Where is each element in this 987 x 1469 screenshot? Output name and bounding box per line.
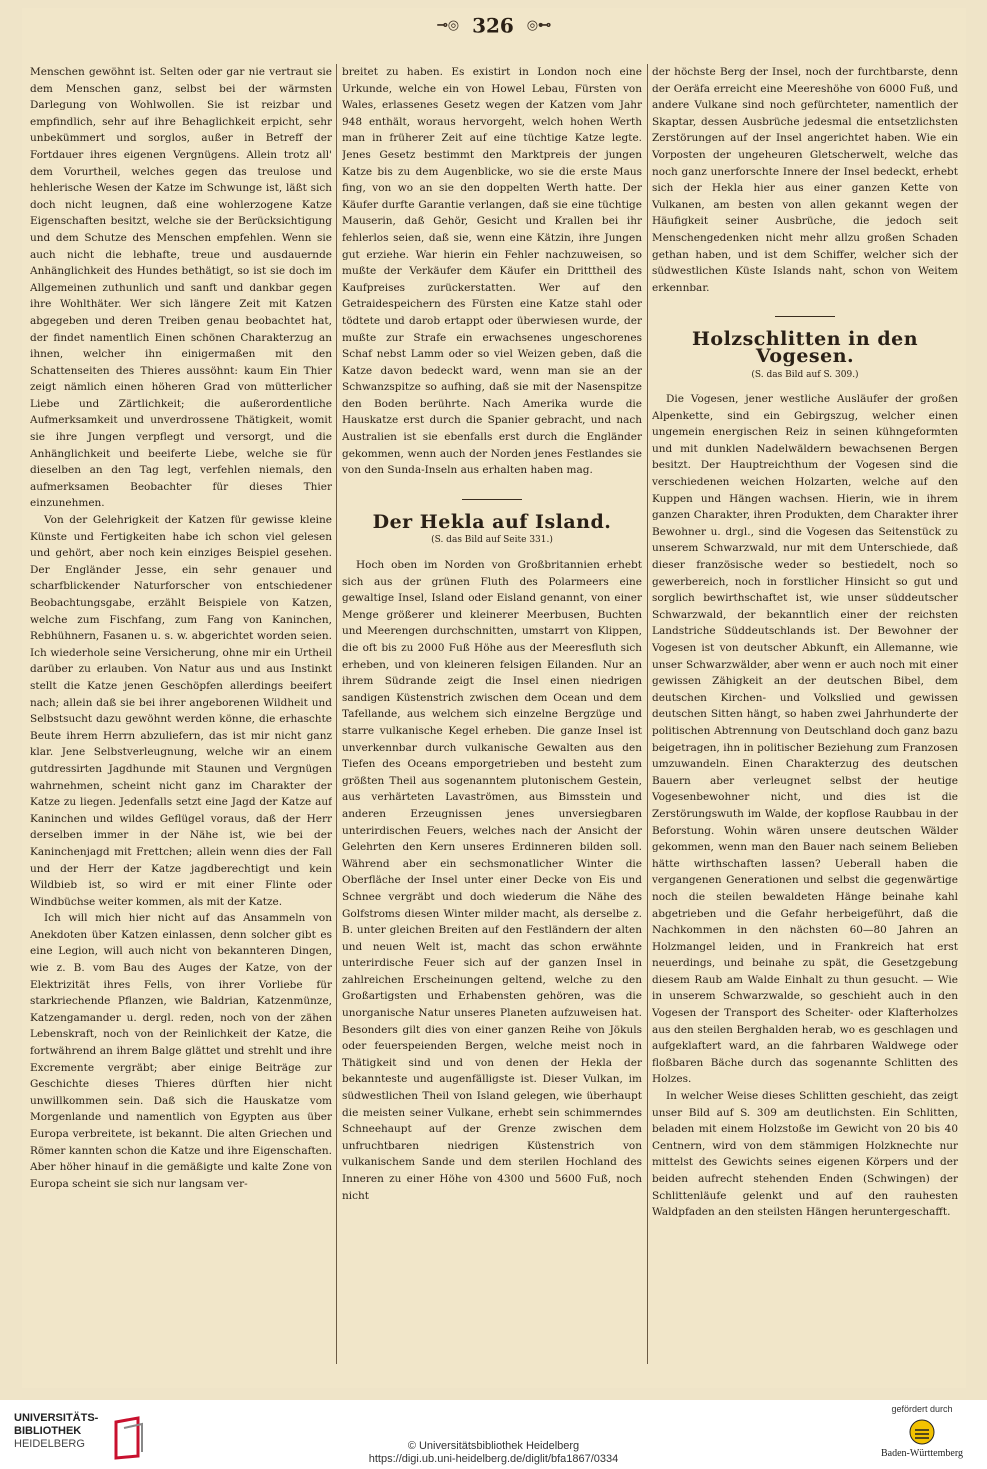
article-separator bbox=[775, 316, 835, 317]
coat-of-arms-icon bbox=[908, 1418, 936, 1446]
funder-name: Baden-Württemberg bbox=[880, 1448, 963, 1459]
article-subtitle-hekla: (S. das Bild auf Seite 331.) bbox=[431, 535, 553, 546]
page-number: 326 bbox=[472, 13, 514, 38]
funded-label: gefördert durch bbox=[891, 1404, 953, 1414]
page-header bbox=[22, 12, 966, 48]
paragraph: Von der Gelehrigkeit der Katzen für gewisse kleine Künste und Fertigkeiten habe ich schon viel gelesen und gehört, aber noch kein einziges Beispiel gesehen. Der Engländer Jesse, ein sehr genauer und scharfblickender Naturforscher von entschiedener Beobachtungsgabe, erzählt Beispiele von Katzen, welche zum Fischfang, zum Fang von Kaninchen, Rebhühnern, Fasanen u. s. w. abgerichtet worden seien. Ich wiederhole seine Versicherung, ohne mir ein Urtheil darüber zu erlauben. Von Natur aus und aus Instinkt stellt die Katze jenen Geschöpfen allerdings beeifert nach; allein daß sie bei ihrer angeborenen Wildheit und Selbstsucht dazu gewöhnt werden könne, die erhaschte Beute ihrem Herrn abzuliefern, das ist mir nicht ganz klar. Jene Selbstverleugnung, welche wir an einem gutdressirten Jagdhunde mit Staunen und Vergnügen wahrnehmen, scheint nicht ganz im Charakter der Katze zu liegen. Jedenfalls setzt eine Jagd der Katze auf Kaninchen und wildes Geflügel voraus, daß der Herr derselben immer in der Nähe ist, wie bei der Kaninchenjagd mit Frettchen; allein wenn dies der Fall und der Herr der Katze jagdberechtigt und kein Wildbieb ist, so wird er mit einer Flinte oder Windbüchse weiter kommen, als mit der Katze. bbox=[30, 514, 332, 908]
funding-notice bbox=[867, 1404, 977, 1459]
article-subtitle-vogesen: (S. das Bild auf S. 309.) bbox=[751, 369, 859, 380]
text-column-1 bbox=[30, 64, 332, 1364]
permalink[interactable]: https://digi.ub.uni-heidelberg.de/diglit/bfa1867/0334 bbox=[368, 1453, 619, 1465]
paragraph: In welcher Weise dieses Schlitten geschieht, das zeigt unser Bild auf S. 309 am deutlichsten. Ein Schlitten, beladen mit einem Holzstoße im Gewicht von 20 bis 40 Centnern, wird von dem stämmigen Holzknechte nur mittelst des Gewichts seines eigenen Körpers und der beiden aufrecht stehenden Enden (Schwingen) der Schlittenläufe gelenkt und auf den rauhesten Waldpfaden an den steilsten Hängen heruntergeschafft. bbox=[652, 1090, 958, 1219]
article-title-vogesen: Holzschlitten in den Vogesen. bbox=[691, 328, 919, 367]
paragraph: Ich will mich hier nicht auf das Ansammeln von Anekdoten über Katzen einlassen, denn solcher gibt es eine Legion, will auch nicht von bekannteren Dingen, wie z. B. vom Bau des Auges der Katze, von der Elektrizität ihres Fells, von ihrer Vorliebe für starkriechende Pflanzen, wie Baldrian, Katzenmünze, Katzengamander u. dergl. reden, noch von der zähen Lebenskraft, noch von der Reinlichkeit der Katze, die fortwährend an ihrem Balge glättet und strehlt und ihre Excremente vergräbt; aber einige Beiträge zur Geschichte dieses Thieres dürften hier nicht unwillkommen sein. Daß sich die Hauskatze vom Morgenlande und namentlich von Egypten aus über Europa verbreitete, ist bekannt. Die alten Griechen und Römer kannten schon die Katze und ihre Eigenschaften. Aber höher hinauf in die gemäßigte und kalte Zone von Europa scheint sie sich nur langsam ver- bbox=[30, 912, 332, 1190]
article-separator bbox=[462, 499, 522, 500]
paragraph: Hoch oben im Norden von Großbritannien erhebt sich aus der grünen Fluth des Polarmeers eine gewaltige Insel, Island oder Eisland genannt, von einer Menge größerer und kleinerer Meerbusen, Buchten und Meerengen durchschnitten, umstarrt von Klippen, die oft bis zu 2000 Fuß Höhe aus der Meeresfluth sich erheben, und von kleineren felsigen Eilanden. Nur an ihrem Südrande zeigt die Insel einen niedrigen sandigen Küstenstrich zwischen dem Ocean und dem Tafellande, aus welchem sich einzelne Bergzüge und starre vulkanische Kegel erheben. Die ganze Insel ist unverkennbar durch vulkanische Gewalten aus den Tiefen des Oceans emporgetrieben und besteht zum größten Theil aus sogenanntem plutonischem Gestein, aus verhärteten Lavaströmen, aus Bimsstein und anderen Erzeugnissen jenes unversiegbaren unterirdischen Feuers, welches nach der Ansicht der Gelehrten den Kern unseres Erdinneren bilden soll. Während aber ein sechsmonatlicher Winter die Oberfläche der Insel unter einer Decke von Eis und Schnee vergräbt und doch wiederum die Nähe des Golfstroms diesen Winter milder macht, als derselbe z. B. unter gleichen Breiten auf den Festländern der alten und neuen Welt ist, macht das schon erwähnte unterirdische Feuer sich auf der ganzen Insel in zahlreichen Erscheinungen geltend, welche zu den Großartigsten und Erhabensten gehören, was die unorganische Natur unseres Planeten aufzuweisen hat. Besonders gilt dies von einer ganzen Reihe von Jökuls oder feuerspeienden Bergen, welche meist noch in Thätigkeit sind und von denen der Hekla der bekannteste und augenfälligste ist. Dieser Vulkan, im südwestlichen Theil von Island gelegen, wie überhaupt die meisten seiner Vulkane, erhebt sein schimmerndes Schneehaupt auf der Grenze zwischen dem unfruchtbaren niedrigen Küstenstrich von vulkanischem Sande und dem sterilen Hochland des Inneren zu einer Höhe von 4300 und 5600 Fuß, noch nicht bbox=[342, 559, 642, 1202]
copyright-text: © Universitätsbibliothek Heidelberg bbox=[407, 1440, 580, 1452]
ornament-left: ⊸◎ bbox=[436, 18, 460, 33]
column-rule bbox=[336, 64, 337, 1364]
paragraph: der höchste Berg der Insel, noch der furchtbarste, denn der Oeräfa erreicht eine Meereshöhe von 6000 Fuß, und andere Vulkane sind noch gefürchteter, namentlich der Skaptar, dessen Ausbrüche jedesmal die entsetzlichsten Zerstörungen auf der Insel angerichtet haben. Wie ein Vorposten der ungeheuren Gletscherwelt, welche das noch ganz unerforschte Innere der Insel bedeckt, erhebt sich der Hekla hier aus einer ganzen Kette von Vulkanen, am besten von allen gekannt wegen der Häufigkeit seiner Ausbrüche, die jedoch seit Menschengedenken nicht mehr allzu großen Schaden gethan haben, und ist dem Schiffer, welcher sich der südwestlichen Küste Islands naht, schon von Weitem erkennbar. bbox=[652, 66, 958, 294]
logo-line: UNIVERSITÄTS- bbox=[14, 1412, 99, 1424]
newspaper-page bbox=[22, 8, 966, 1388]
logo-line: HEIDELBERG bbox=[14, 1438, 85, 1450]
ornament-right: ◎⊷ bbox=[526, 18, 552, 33]
paragraph: Menschen gewöhnt ist. Selten oder gar nie vertraut sie dem Menschen ganz, selbst bei der wärmsten Darlegung von Wohlwollen. Sie ist reizbar und empfindlich, sehr auf ihre Behaglichkeit erpicht, sehr unbekümmert und sorglos, außer in Betreff der Fortdauer ihres eigenen Vergnügens. Allein trotz all' dem Vorurtheil, welches gegen das treulose und hehlerische Wesen der Katze im Schwunge ist, läßt sich doch nicht leugnen, daß eine wohlerzogene Katze Eigenschaften besitzt, welche sie der Berücksichtigung und dem Schutze des Menschen empfehlen. Wenn sie auch nicht die lebhafte, treue und ausdauernde Anhänglichkeit des Hundes bethätigt, so ist sie doch im Allgemeinen zuthunlich und sanft und dankbar gegen ihre Wohlthäter. Wer sich längere Zeit mit Katzen abgegeben und deren Treiben genau beobachtet hat, der findet namentlich Einen schönen Charakterzug an ihnen, welcher ihn einigermaßen mit den Schattenseiten des Thieres aussöhnt: kaum Ein Thier zeigt nämlich einen höheren Grad von mütterlicher Liebe und Zärtlichkeit; die außerordentliche Aufmerksamkeit und unverdrossene Thätigkeit, womit sie ihre Jungen verpflegt und versorgt, und die Anhänglichkeit und beeiferte Liebe, welche sie für dieselben an den Tag legt, verfehlen niemals, den aufmerksamen Beobachter für dieses Thier einzunehmen. bbox=[30, 66, 332, 510]
text-column-3 bbox=[652, 64, 958, 1364]
article-title-hekla: Der Hekla auf Island. bbox=[372, 510, 612, 533]
copyright-block bbox=[0, 1440, 987, 1466]
paragraph: Die Vogesen, jener westliche Ausläufer der großen Alpenkette, sind ein Gebirgszug, welcher einen ungemein energischen Reiz in seinen kühngeformten und mit dunklen Nadelwäldern bewachsenen Bergen besitzt. Der Hauptreichthum der Vogesen sind die verschiedenen weichen Holzarten, welche auf den Kuppen und Hängen wachsen. Hierin, wie in ihrem ganzen Charakter, ihren Produkten, dem Charakter ihrer Bewohner u. drgl., sind die Vogesen das Seitenstück zu unserem Schwarzwald, nur mit dem Unterschiede, daß dieser französische weder so bestiedelt, noch so gewerbereich, noch in forstlicher Hinsicht so gut und sorglich bewirthschaftet ist, wie unser süddeutscher Schwarzwald, der bekanntlich einer der reichsten Landstriche Süddeutschlands ist. Der Bewohner der Vogesen ist von deutscher Abkunft, ein Allemanne, wie unser Schwarzwälder, aber wenn er auch noch mit einer gewissen Zähigkeit an der deutschen Bibel, dem deutschen Kirchen- und Volkslied und gewissen deutschen Sitten hängt, so haben zwei Jahrhunderte der politischen Abtrennung von Deutschland doch ganz bazu beigetragen, ihn in politischer Beziehung zum Franzosen umzuwandeln. Einen Charakterzug des deutschen Bauern aber verleugnet selbst der heutige Vogesenbewohner nicht, und dies ist die Zerstörungswuth im Walde, der kopflose Raubbau in der Beforstung. Wohin wären unsere deutschen Wälder gekommen, wenn man den Bauer nach seinem Belieben hätte wirthschaften lassen? Ueberall haben die vergangenen Generationen und selbst die gegenwärtige noch die steilen bewaldeten Hänge beinahe kahl abgetrieben und die Gefahr herbeigeführt, daß die Nachkommen in den nächsten 60—80 Jahren an Holzmangel leiden, und in Frankreich hat erst neuerdings, und beinahe zu spät, die Gesetzgebung diesem Raub am Walde Einhalt zu thun gesucht. — Wie in unserem Schwarzwalde, so geschieht auch in den Vogesen der Transport des Scheiter- oder Klafterholzes aus den steilen Berghalden herab, wo es geschlagen und aufgeklaftert ward, an die fahrbaren Waldwege oder floßbaren Bäche durch das sogenannte Schlitten des Holzes. bbox=[652, 393, 958, 1086]
logo-line: BIBLIOTHEK bbox=[14, 1425, 82, 1437]
library-footer bbox=[0, 1400, 987, 1469]
paragraph: breitet zu haben. Es existirt in London noch eine Urkunde, welche ein von Howel Lebau, Fürsten von Wales, erlassenes Gesetz wegen der Katzen vom Jahr 948 enthält, woraus hervorgeht, welch hohen Werth man in früherer Zeit auf eine tüchtige Katze legte. Jenes Gesetz bestimmt den Marktpreis der jungen Katze bis zu dem Augenblicke, wo sie die erste Maus fing, von wo an sie den doppelten Werth hatte. Der Käufer durfte Garantie verlangen, daß sie eine tüchtige Mauserin, daß Gehör, Gesicht und Krallen bei ihr fehlerlos seien, daß sie, wenn eine Kätzin, ihre Jungen gut erziehe. War hierin ein Fehler nachzuweisen, so mußte der Verkäufer dem Käufer ein Dritttheil des Kaufpreises zurückerstatten. Wer auf den Getraidespeichern des Fürsten eine Katze stahl oder tödtete und darob ertappt oder überwiesen wurde, der mußte zur Strafe ein erwachsenes ungeschorenes Schaf nebst Lamm oder so viel Weizen geben, daß die Katze davon bedeckt ward, wenn man sie an der Schwanzspitze so aufhing, daß sie mit der Nasenspitze den Boden berührte. Nach Amerika wurde die Hauskatze erst durch die Spanier gebracht, und nach Australien ist sie ebenfalls erst durch die Engländer gekommen, wenn auch der Norden jenes Festlandes sie von den Sunda-Inseln aus erhalten haben mag. bbox=[342, 66, 642, 477]
text-column-2 bbox=[342, 64, 642, 1364]
column-rule bbox=[647, 64, 648, 1364]
